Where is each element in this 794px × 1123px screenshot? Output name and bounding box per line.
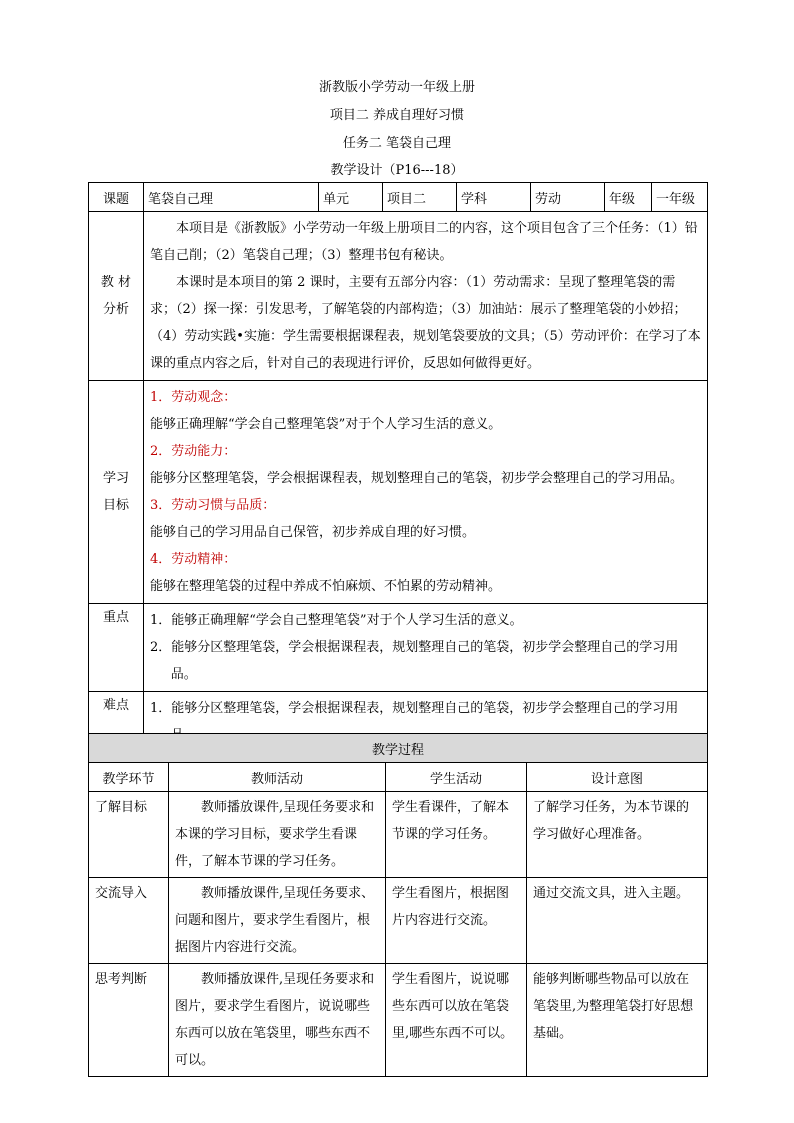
goals-label-b: 目标 [102,498,129,513]
intent-cell: 了解学习任务，为本节课的学习做好心理准备。 [527,792,708,878]
goal-heading-3: 3．劳动习惯与品质： [150,498,276,513]
doc-title-line1: 浙教版小学劳动一年级上册 [318,80,475,95]
goals-label-a: 学习 [102,471,129,486]
goal-text-1: 能够正确理解“学会自己整理笔袋”对于个人学习生活的意义。 [150,417,502,432]
stage-cell: 交流导入 [89,878,169,964]
goals-row [89,381,708,604]
teacher-cell: 教师播放课件,呈现任务要求、问题和图片，要求学生看图片，根据图片内容进行交流。 [169,878,386,964]
intent-cell: 能够判断哪些物品可以放在笔袋里,为整理笔袋打好思想基础。 [527,964,708,1077]
goal-heading-1: 1．劳动观念： [150,390,237,405]
intent-cell: 通过交流文具，进入主题。 [527,878,708,964]
teaching-process-table [88,733,708,1077]
difficulty-point-1: 1．能够分区整理笔袋，学会根据课程表，规划整理自己的笔袋，初步学会整理自己的学习用 [150,701,679,716]
stage-cell: 了解目标 [89,792,169,878]
analysis-label-a: 教 材 [100,275,132,290]
goal-text-3: 能够自己的学习用品自己保管，初步养成自理的好习惯。 [150,525,476,540]
analysis-label [89,212,144,381]
goal-heading-2: 2．劳动能力： [150,444,237,459]
doc-title-line3: 任务二 笔袋自己理 [342,136,452,151]
key-points-label: 重点 [89,604,144,692]
grade-label: 年级 [605,183,652,212]
subject-value: 劳动 [531,183,605,212]
goal-heading-4: 4．劳动精神： [150,552,237,567]
table-row [89,878,708,964]
col-header-stage: 教学环节 [89,763,169,792]
table-row [89,792,708,878]
analysis-paragraph-2: 本课时是本项目的第 2 课时，主要有五部分内容：（1）劳动需求：呈现了整理笔袋的需求；（2）探一探：引发思考，了解笔袋的内部构造；（3）加油站：展示了整理笔袋的小妙招；（4）劳动实践•实施：学生需要根据课程表，规划笔袋要放的文具；（5）劳动评价：在学习了本课的重点内容之后，针对自己的表现进行评价，反思如何做得更好。 [150,275,701,371]
unit-value: 项目二 [383,183,457,212]
table-row [89,964,708,1077]
goals-label [89,381,144,604]
topic-label: 课题 [89,183,144,212]
doc-title-line2: 项目二 养成自理好习惯 [329,108,465,123]
key-points-content [144,604,708,692]
grade-value: 一年级 [652,183,708,212]
analysis-paragraph-1: 本项目是《浙教版》小学劳动一年级上册项目二的内容，这个项目包含了三个任务：（1）铅笔自己削；（2）笔袋自己理；（3）整理书包有秘诀。 [150,221,698,263]
analysis-content [144,212,708,381]
col-header-intent: 设计意图 [527,763,708,792]
student-cell: 学生看图片，根据图片内容进行交流。 [386,878,527,964]
col-header-student: 学生活动 [386,763,527,792]
unit-label: 单元 [319,183,383,212]
teacher-cell: 教师播放课件,呈现任务要求和图片，要求学生看图片，说说哪些东西可以放在笔袋里，哪些东西不可以。 [169,964,386,1077]
student-cell: 学生看课件，了解本节课的学习任务。 [386,792,527,878]
key-point-1: 1．能够正确理解“学会自己整理笔袋”对于个人学习生活的意义。 [150,613,523,628]
doc-title-line4: 教学设计（P16---18） [330,163,464,178]
lesson-info-table [88,182,708,753]
col-header-teacher: 教师活动 [169,763,386,792]
goal-text-2: 能够分区整理笔袋，学会根据课程表，规划整理自己的笔袋，初步学会整理自己的学习用品。 [150,471,684,486]
student-cell: 学生看图片，说说哪些东西可以放在笔袋里,哪些东西不可以。 [386,964,527,1077]
process-title-row [89,734,708,763]
analysis-row [89,212,708,381]
key-point-2: 2．能够分区整理笔袋，学会根据课程表，规划整理自己的笔袋，初步学会整理自己的学习用品。 [150,640,679,682]
process-header-row [89,763,708,792]
key-points-row [89,604,708,692]
topic-value: 笔袋自己理 [144,183,319,212]
goal-text-4: 能够在整理笔袋的过程中养成不怕麻烦、不怕累的劳动精神。 [150,579,502,594]
info-row [89,183,708,212]
subject-label: 学科 [457,183,531,212]
process-title: 教学过程 [89,734,708,763]
analysis-label-b: 分析 [102,302,129,317]
difficulty-label: 难点 [89,692,144,753]
goals-content [144,381,708,604]
stage-cell: 思考判断 [89,964,169,1077]
teacher-cell: 教师播放课件,呈现任务要求和本课的学习目标，要求学生看课件，了解本节课的学习任务。 [169,792,386,878]
